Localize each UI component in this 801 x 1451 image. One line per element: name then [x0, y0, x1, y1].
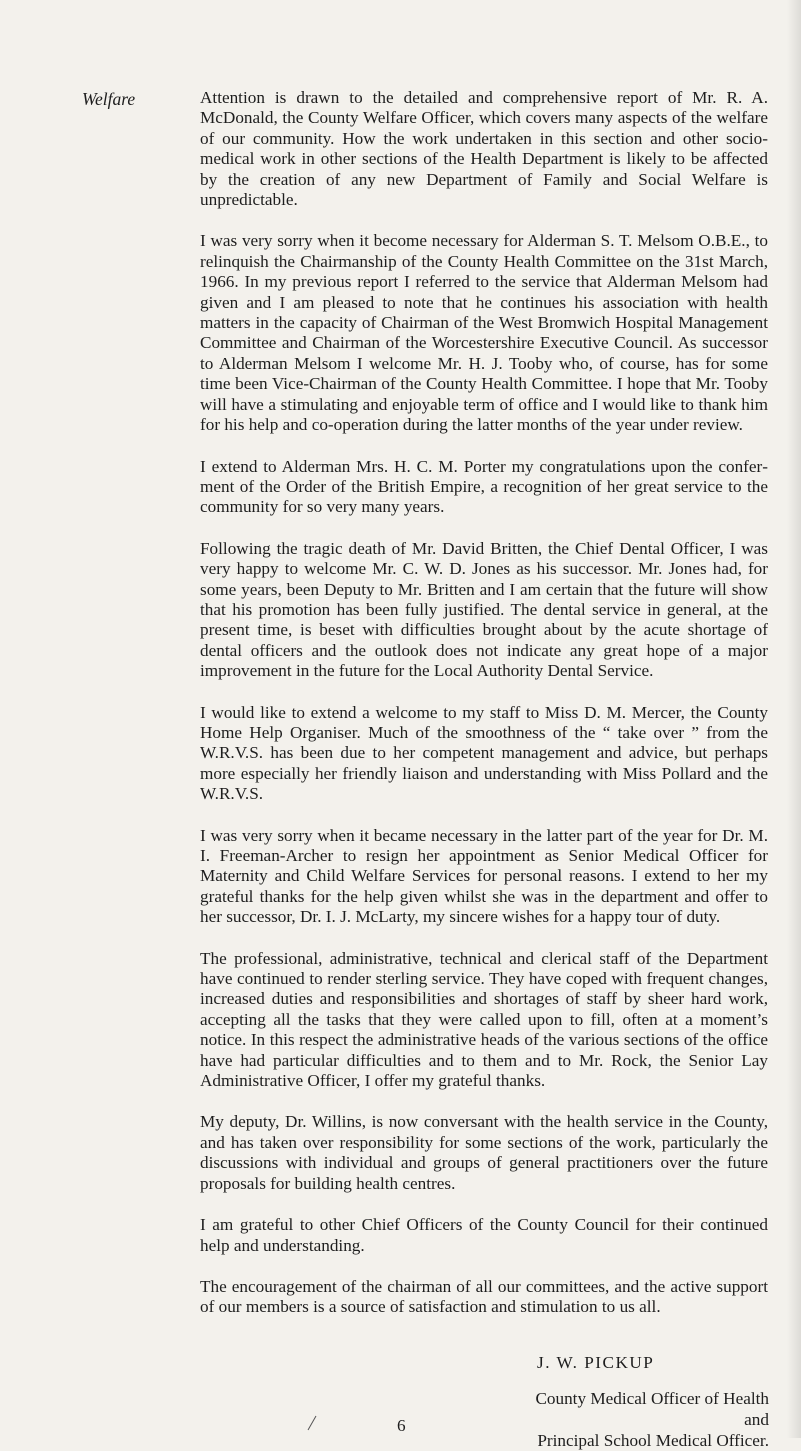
margin-heading: Welfare [82, 89, 136, 109]
paragraph-senior-medical-officer: I was very sorry when it became necessary in the latter part of the year for Dr. M. I. Freeman-Archer to resign her appointment as Senior Medical Officer for Maternity and Child Welfare Services for personal reasons. I extend to her my grateful thanks for the help given whilst she was in the department and offer to her successor, Dr. I. J. McLarty, my sincere wishes for a happy tour of duty. [200, 825, 768, 927]
paragraph-committees: The encouragement of the chairman of all our committees, and the active support of our members is a source of satisfaction and stimulation to us all. [200, 1276, 768, 1317]
paragraph-melsom-chairmanship: I was very sorry when it become necessary for Alderman S. T. Melsom O.B.E., to relinquish the Chairmanship of the County Health Committee on the 31st March, 1966. In my previous report I referred to the service that Alderman Melsom had given and I am pleased to note that he continues his association with health matters in the capacity of Chairman of the West Bromwich Hospital Management Committee and Chairman of the Worcestershire Executive Council. As successor to Alderman Melsom I welcome Mr. H. J. Tooby who, of course, has for some time been Vice-Chairman of the County Health Committee. I hope that Mr. Tooby will have a stimulating and enjoyable term of office and I would like to thank him for his help and co-operation during the latter months of the year under review. [200, 231, 768, 435]
paragraph-welfare-report: Attention is drawn to the detailed and comprehensive report of Mr. R. A. McDonald, the County Welfare Officer, which covers many aspects of the welfare of our community. How the work undertaken in this section and other socio-medical work in other sections of the Health Department is likely to be affected by the creation of any new Department of Family and Social Welfare is unpredictable. [200, 88, 768, 210]
pen-mark-icon [307, 1415, 317, 1431]
paragraph-department-staff: The professional, administrative, technical and clerical staff of the Department have continued to render sterling service. They have coped with frequent changes, increased duties and responsibilities and shortages of staff by sheer hard work, accepting all the tasks that they were called upon to fill, often at a moment’s notice. In this respect the administrative heads of the various sections of the office have had particular difficulties and to them and to Mr. Rock, the Senior Lay Administrative Officer, I offer my grateful thanks. [200, 948, 768, 1091]
signature-title-line-1: County Medical Officer of Health and [535, 1389, 769, 1429]
paragraph-chief-officers: I am grateful to other Chief Officers of the County Council for their continued help and understanding. [200, 1215, 768, 1255]
paragraph-deputy: My deputy, Dr. Willins, is now conversant with the health service in the County, and has taken over responsibility for some sections of the work, particularly the discussions with individual and groups of general practitioners over the future proposals for building health centres. [200, 1112, 768, 1193]
signature-title [509, 1388, 769, 1451]
report-body [200, 88, 768, 1339]
page-edge-shadow [787, 0, 801, 1438]
paragraph-porter-congratulations: I extend to Alderman Mrs. H. C. M. Porter my congratulations upon the conferment of the Order of the British Empire, a recognition of her great service to the community for so very many years. [200, 456, 768, 517]
paragraph-dental-service: Following the tragic death of Mr. David Britten, the Chief Dental Officer, I was very happy to welcome Mr. C. W. D. Jones as his successor. Mr. Jones had, for some years, been Deputy to Mr. Britten and I am certain that the future will show that his promotion has been fully justified. The dental service in general, at the present time, is beset with difficulties brought about by the acute shortage of dental officers and the outlook does not indicate any great hope of a major improvement in the future for the Local Authority Dental Service. [200, 538, 768, 681]
signature-name: J. W. PICKUP [537, 1353, 655, 1372]
page-number: 6 [397, 1416, 406, 1435]
signature-title-line-2: Principal School Medical Officer. [537, 1431, 769, 1450]
paragraph-home-help-organiser: I would like to extend a welcome to my staff to Miss D. M. Mercer, the County Home Help Organiser. Much of the smoothness of the “ take over ” from the W.R.V.S. has been due to her competent management and advice, but perhaps more especially her friendly liaison and understanding with Miss Pollard and the W.R.V.S. [200, 702, 768, 804]
